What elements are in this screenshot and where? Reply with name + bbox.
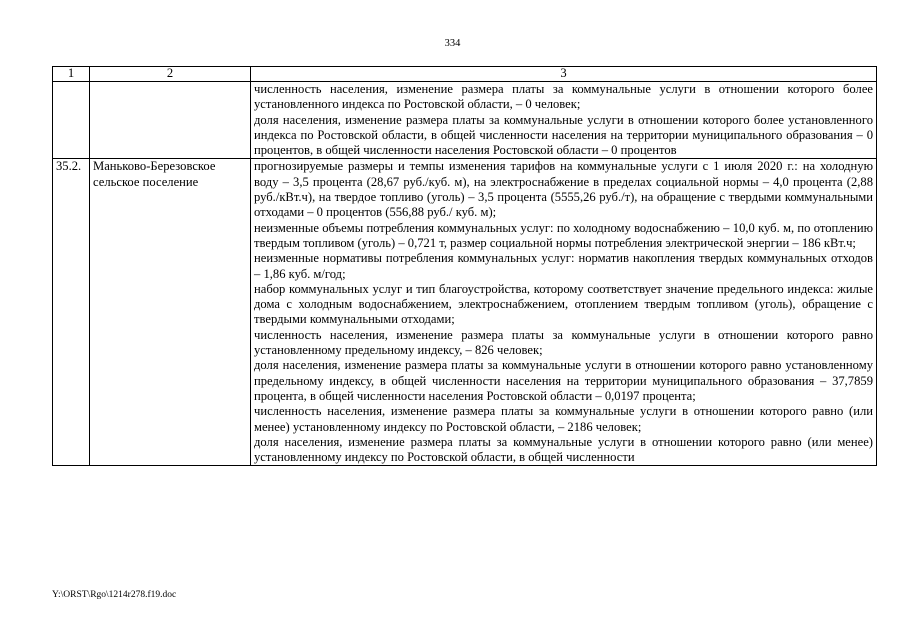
description-paragraph: набор коммунальных услуг и тип благоустройства, которому соответствует значение предельного индекса: жилые дома с холодным водоснабжением, электроснабжением, отоплением твердым топливом (уголь), обращение с твердыми коммунальными отходами; xyxy=(254,281,873,327)
file-path-footer: Y:\ORST\Rgo\1214r278.f19.doc xyxy=(52,590,177,600)
document-table xyxy=(52,66,877,466)
description-paragraph: неизменные нормативы потребления коммунальных услуг: норматив накопления твердых коммунальных отходов – 1,86 куб. м/год; xyxy=(254,251,873,281)
description-paragraph: численность населения, изменение размера платы за коммунальные услуги в отношении которого равно (или менее) установленному индексу по Ростовской области, – 2186 человек; xyxy=(254,404,873,434)
row-number: 35.2. xyxy=(53,159,90,466)
municipality-name: Маньково-Березовское сельское поселение xyxy=(90,159,251,466)
table-header-row xyxy=(53,67,877,82)
table-row xyxy=(53,82,877,159)
column-header: 2 xyxy=(90,67,251,82)
description-paragraph: доля населения, изменение размера платы за коммунальные услуги в отношении которого равно установленному предельному индексу, в общей численности населения на территории муниципального образования – 37,7859 процента, в общей численности населения Ростовской области – 0,0197 процента; xyxy=(254,358,873,403)
row-number xyxy=(53,82,90,159)
column-header: 1 xyxy=(53,67,90,82)
description-cell xyxy=(251,82,877,159)
description-paragraph: доля населения, изменение размера платы за коммунальные услуги в отношении которого равно (или менее) установленному индексу по Ростовской области, в общей численности xyxy=(254,434,873,465)
table-row xyxy=(53,159,877,466)
municipality-name xyxy=(90,82,251,159)
description-paragraph: неизменные объемы потребления коммунальных услуг: по холодному водоснабжению – 10,0 куб. м, по отоплению твердым топливом (уголь) – 0,721 т, размер социальной нормы потребления электрической энергии – 186 кВт.ч; xyxy=(254,220,873,250)
column-header: 3 xyxy=(251,67,877,82)
description-cell xyxy=(251,159,877,466)
description-paragraph: численность населения, изменение размера платы за коммунальные услуги в отношении которого более установленного индекса по Ростовской области, – 0 человек; xyxy=(254,82,873,112)
description-paragraph: численность населения, изменение размера платы за коммунальные услуги в отношении которого равно установленному предельному индексу, – 826 человек; xyxy=(254,327,873,358)
description-paragraph: прогнозируемые размеры и темпы изменения тарифов на коммунальные услуги с 1 июля 2020 г.: на холодную воду – 3,5 процента (28,67 руб./куб. м), на электроснабжение в пределах социальной нормы – 4,0 процента (2,88 руб./кВт.ч), на твердое топливо (уголь) – 3,5 процента (5555,26 руб./т), на обращение с твердыми коммунальными отходами – 0 процентов (556,88 руб./ куб. м); xyxy=(254,159,873,220)
description-paragraph: доля населения, изменение размера платы за коммунальные услуги в отношении которого более установленного индекса по Ростовской области, в общей численности населения на территории муниципального образования – 0 процентов, в общей численности населения Ростовской области – 0 процентов xyxy=(254,112,873,158)
page-number: 334 xyxy=(444,38,461,49)
table-body xyxy=(53,82,877,466)
